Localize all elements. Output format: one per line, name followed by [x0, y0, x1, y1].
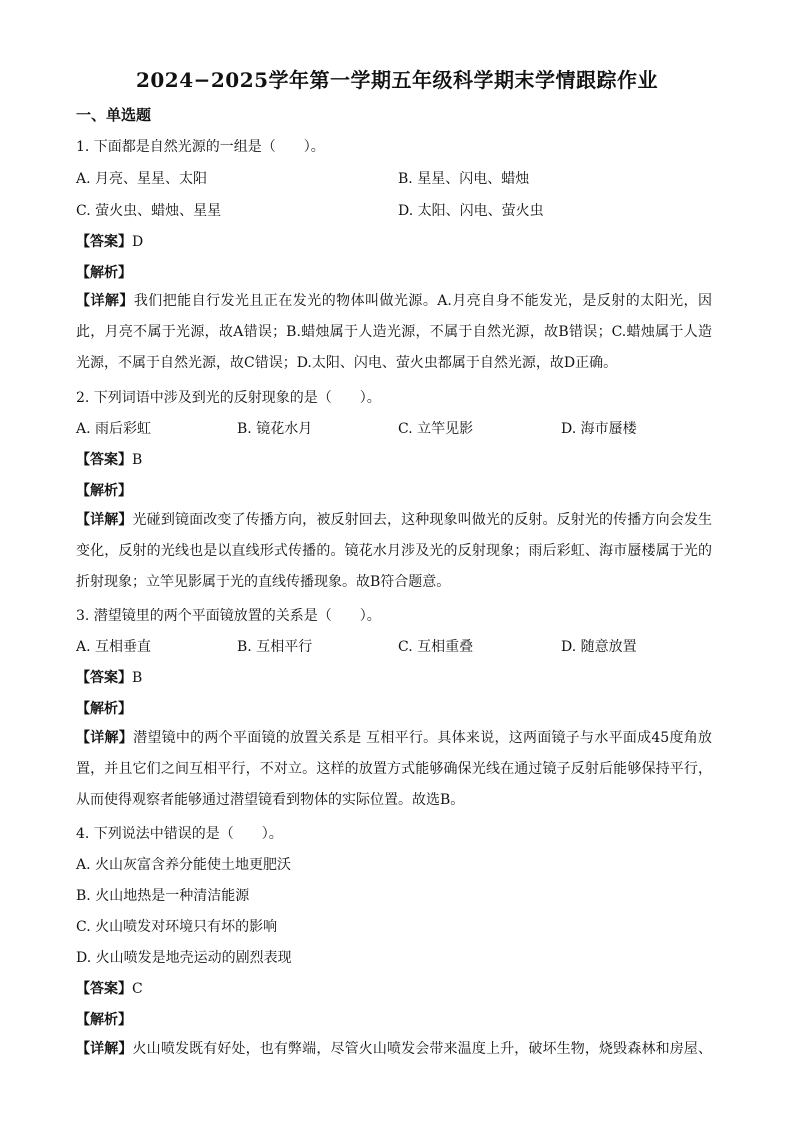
question-1-detail	[76, 286, 712, 379]
question-4-analysis-label: 【解析】	[76, 1012, 132, 1028]
question-3-analysis-label: 【解析】	[76, 701, 132, 717]
question-1-option-b: B. 星星、闪电、蜡烛	[398, 171, 530, 187]
detail-line: 从而使得观察者能够通过潜望镜看到物体的实际位置。故选B。	[76, 792, 465, 808]
document-title: 2024−2025学年第一学期五年级科学期末学情跟踪作业	[135, 68, 659, 92]
question-4-option-b: B. 火山地热是一种清洁能源	[76, 888, 250, 904]
question-2-option-c: C. 立竿见影	[398, 421, 474, 437]
answer-value: B	[132, 670, 143, 686]
answer-label: 【答案】	[76, 981, 132, 997]
question-1-answer	[76, 231, 143, 251]
question-4-answer	[76, 978, 143, 998]
answer-value: D	[132, 234, 144, 250]
question-2-option-a: A. 雨后彩虹	[76, 421, 152, 437]
question-1-option-d: D. 太阳、闪电、萤火虫	[398, 203, 544, 219]
question-4-stem: 4. 下列说法中错误的是（ ）。	[76, 826, 283, 842]
question-2-analysis-label: 【解析】	[76, 483, 132, 499]
question-2-option-b: B. 镜花水月	[237, 421, 313, 437]
question-3-option-b: B. 互相平行	[237, 639, 313, 655]
detail-line: 光源，不属于自然光源，故C错误；D.太阳、闪电、萤火虫都属于自然光源，故D正确。	[76, 355, 618, 371]
answer-value: C	[132, 981, 143, 997]
question-2-answer	[76, 449, 142, 469]
question-4-option-d: D. 火山喷发是地壳运动的剧烈表现	[76, 950, 292, 966]
question-4-option-c: C. 火山喷发对环境只有坏的影响	[76, 919, 278, 935]
question-3-option-a: A. 互相垂直	[76, 639, 152, 655]
answer-label: 【答案】	[76, 234, 132, 250]
answer-label: 【答案】	[76, 452, 132, 468]
question-1-option-c: C. 萤火虫、蜡烛、星星	[76, 203, 222, 219]
detail-label: 【详解】	[76, 1041, 133, 1057]
detail-label: 【详解】	[76, 512, 133, 528]
detail-line: 此，月亮不属于光源，故A错误；B.蜡烛属于人造光源，不属于自然光源，故B错误；C.蜡烛属于人造	[76, 324, 712, 340]
question-2-stem: 2. 下列词语中涉及到光的反射现象的是（ ）。	[76, 390, 381, 406]
answer-value: B	[132, 452, 143, 468]
detail-line: 【详解】我们把能自行发光且正在发光的物体叫做光源。A.月亮自身不能发光，是反射的太阳光，因	[76, 293, 713, 309]
detail-line: 【详解】火山喷发既有好处，也有弊端，尽管火山喷发会带来温度上升，破坏生物，烧毁森林和房屋、	[76, 1041, 712, 1057]
question-2-option-d: D. 海市蜃楼	[561, 421, 637, 437]
detail-line: 置，并且它们之间互相平行，不对立。这样的放置方式能够确保光线在通过镜子反射后能够保持平行，	[76, 761, 712, 777]
detail-line: 【详解】光碰到镜面改变了传播方向，被反射回去，这种现象叫做光的反射。反射光的传播方向会发生	[76, 512, 712, 528]
question-3-option-d: D. 随意放置	[561, 639, 637, 655]
question-3-option-c: C. 互相重叠	[398, 639, 474, 655]
detail-label: 【详解】	[76, 293, 134, 309]
answer-label: 【答案】	[76, 670, 132, 686]
detail-line: 变化，反射的光线也是以直线形式传播的。镜花水月涉及光的反射现象；雨后彩虹、海市蜃楼属于光的	[76, 543, 712, 559]
question-3-answer	[76, 667, 142, 687]
question-1-option-a: A. 月亮、星星、太阳	[76, 171, 208, 187]
question-4-detail	[76, 1034, 712, 1065]
question-3-detail	[76, 723, 712, 816]
section-heading: 一、单选题	[76, 106, 152, 124]
detail-line: 折射现象；立竿见影属于光的直线传播现象。故B符合题意。	[76, 574, 451, 590]
question-2-detail	[76, 505, 712, 598]
question-1-stem: 1. 下面都是自然光源的一组是（ ）。	[76, 139, 325, 155]
question-1-analysis-label: 【解析】	[76, 265, 132, 281]
detail-line: 【详解】潜望镜中的两个平面镜的放置关系是 互相平行。具体来说，这两面镜子与水平面成45度角放	[76, 730, 713, 746]
question-4-option-a: A. 火山灰富含养分能使土地更肥沃	[76, 857, 292, 873]
detail-label: 【详解】	[76, 730, 134, 746]
question-3-stem: 3. 潜望镜里的两个平面镜放置的关系是（ ）。	[76, 608, 381, 624]
